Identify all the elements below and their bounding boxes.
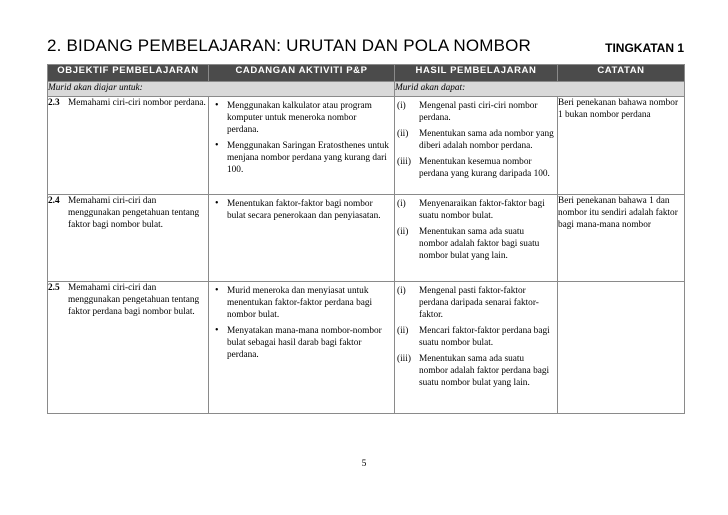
bullet-icon: • bbox=[215, 198, 219, 209]
outcome-item bbox=[397, 198, 554, 222]
outcome-text: Menentukan sama ada suatu nombor adalah faktor perdana bagi suatu nombor bulat yang lain. bbox=[419, 354, 550, 388]
bullet-icon: • bbox=[215, 100, 219, 111]
outcome-number: (i) bbox=[397, 286, 406, 296]
outcome-text: Menyenaraikan faktor-faktor bagi suatu nombor bulat. bbox=[419, 199, 545, 221]
activity-item bbox=[215, 140, 390, 176]
activity-text: Menggunakan kalkulator atau program komputer untuk meneroka nombor perdana. bbox=[227, 101, 372, 135]
activity-item bbox=[215, 285, 390, 321]
subheader-taught: Murid akan diajar untuk: bbox=[48, 82, 395, 97]
bullet-icon: • bbox=[215, 325, 219, 336]
outcome-item bbox=[397, 100, 554, 124]
activity-text: Menggunakan Saringan Eratosthenes untuk menjana nombor perdana yang kurang dari 100. bbox=[227, 141, 389, 175]
outcome-number: (i) bbox=[397, 199, 406, 209]
note-cell bbox=[558, 282, 685, 414]
activities-cell bbox=[209, 97, 395, 195]
objective-text: Memahami ciri-ciri dan menggunakan pengetahuan tentang faktor perdana bagi nombor bulat. bbox=[68, 283, 200, 317]
outcome-item bbox=[397, 353, 554, 389]
bullet-icon: • bbox=[215, 140, 219, 151]
table-row bbox=[48, 282, 685, 414]
note-cell: Beri penekanan bahawa 1 dan nombor itu sendiri adalah faktor bagi mana-mana nombor bbox=[558, 195, 685, 282]
outcome-number: (ii) bbox=[397, 326, 409, 336]
outcome-number: (ii) bbox=[397, 129, 409, 139]
outcome-item bbox=[397, 285, 554, 321]
curriculum-table bbox=[47, 64, 685, 414]
outcomes-cell bbox=[395, 195, 558, 282]
outcome-item bbox=[397, 226, 554, 262]
objective-text: Memahami ciri-ciri dan menggunakan pengetahuan tentang faktor bagi nombor bulat. bbox=[68, 196, 200, 230]
outcome-text: Mengenal pasti faktor-faktor perdana daripada senarai faktor-faktor. bbox=[419, 286, 539, 320]
outcome-item bbox=[397, 128, 554, 152]
outcome-item bbox=[397, 325, 554, 349]
objective-number: 2.5 bbox=[48, 283, 60, 293]
page-number: 5 bbox=[361, 459, 367, 469]
outcome-text: Mengenal pasti ciri-ciri nombor perdana. bbox=[419, 101, 538, 123]
outcome-number: (i) bbox=[397, 101, 406, 111]
table-body bbox=[48, 97, 685, 414]
objective-number: 2.4 bbox=[48, 196, 60, 206]
subheader-row bbox=[48, 82, 685, 97]
objective-number: 2.3 bbox=[48, 98, 60, 108]
objective-text: Memahami ciri-ciri nombor perdana. bbox=[68, 98, 206, 108]
outcome-text: Menentukan sama ada suatu nombor adalah faktor bagi suatu nombor bulat yang lain. bbox=[419, 227, 540, 261]
activity-item bbox=[215, 325, 390, 361]
activity-item bbox=[215, 100, 390, 136]
objective-cell bbox=[48, 97, 209, 195]
activity-item bbox=[215, 198, 390, 222]
page-title: 2. BIDANG PEMBELAJARAN: URUTAN DAN POLA NOMBOR bbox=[47, 36, 532, 55]
form-level-label: TINGKATAN 1 bbox=[605, 41, 684, 55]
outcome-number: (iii) bbox=[397, 157, 411, 167]
outcome-text: Menentukan sama ada nombor yang diberi adalah nombor perdana. bbox=[419, 129, 554, 151]
activities-cell bbox=[209, 195, 395, 282]
objective-cell bbox=[48, 282, 209, 414]
activity-text: Menentukan faktor-faktor bagi nombor bulat secara penerokaan dan penyiasatan. bbox=[227, 199, 381, 221]
activity-text: Murid meneroka dan menyiasat untuk menentukan faktor-faktor perdana bagi nombor bulat. bbox=[227, 286, 373, 320]
activities-cell bbox=[209, 282, 395, 414]
table-row bbox=[48, 97, 685, 195]
header-activities: CADANGAN AKTIVITI P&P bbox=[209, 65, 395, 82]
objective-cell bbox=[48, 195, 209, 282]
table-row bbox=[48, 195, 685, 282]
outcome-text: Menentukan kesemua nombor perdana yang kurang daripada 100. bbox=[419, 157, 550, 179]
outcome-number: (iii) bbox=[397, 354, 411, 364]
outcome-text: Mencari faktor-faktor perdana bagi suatu nombor bulat. bbox=[419, 326, 550, 348]
header-objective: OBJEKTIF PEMBELAJARAN bbox=[48, 65, 209, 82]
activity-text: Menyatakan mana-mana nombor-nombor bulat sebagai hasil darab bagi faktor perdana. bbox=[227, 326, 382, 360]
outcomes-cell bbox=[395, 97, 558, 195]
header-outcomes: HASIL PEMBELAJARAN bbox=[395, 65, 558, 82]
bullet-icon: • bbox=[215, 285, 219, 296]
note-cell: Beri penekanan bahawa nombor 1 bukan nombor perdana bbox=[558, 97, 685, 195]
outcome-item bbox=[397, 156, 554, 180]
header-notes: CATATAN bbox=[558, 65, 685, 82]
outcome-number: (ii) bbox=[397, 227, 409, 237]
header-row bbox=[48, 65, 685, 82]
outcomes-cell bbox=[395, 282, 558, 414]
subheader-able: Murid akan dapat: bbox=[395, 82, 685, 97]
